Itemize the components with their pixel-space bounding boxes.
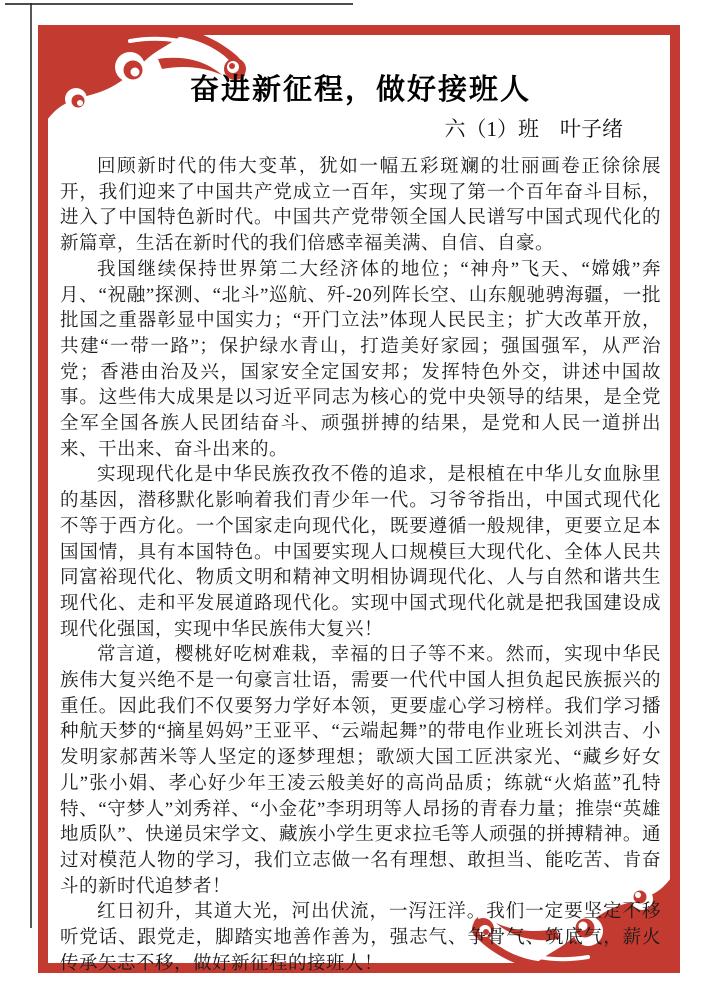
essay-paragraph-1: 回顾新时代的伟大变革，犹如一幅五彩斑斓的壮丽画卷正徐徐展开，我们迎来了中国共产党成立一百年，实现了第一个百年奋斗目标，进入了中国特色新时代。中国共产党带领全国人民谱写中国式现代化的新篇章，生活在新时代的我们倍感幸福美满、自信、自豪。 xyxy=(60,157,661,255)
essay-paragraph-3: 实现现代化是中华民族孜孜不倦的追求，是根植在中华儿女血脉里的基因，潜移默化影响着我们青少年一代。习爷爷指出，中国式现代化不等于西方化。一个国家走向现代化，既要遵循一般规律，更要立足本国国情，具有本国特色。中国要实现人口规模巨大现代化、全体人民共同富裕现代化、物质文明和精神文明相协调现代化、人与自然和谐共生现代化、走和平发展道路现代化。实现中国式现代化就是把我国建设成现代化强国，实现中华民族伟大复兴！ xyxy=(60,465,661,640)
essay-body xyxy=(60,155,661,978)
essay-paragraph-5: 红日初升，其道大光，河出伏流，一泻汪洋。我们一定要坚定不移听党话、跟党走，脚踏实地善作善为，强志气、争骨气、筑底气，薪火传承矢志不移，做好新征程的接班人！ xyxy=(60,902,661,974)
essay-title: 奋进新征程，做好接班人 xyxy=(189,74,531,106)
essay-content xyxy=(60,0,661,978)
scan-artifact-line-vertical xyxy=(30,3,32,928)
essay-paragraph-2: 我国继续保持世界第二大经济体的地位；“神舟”飞天、“嫦娥”奔月、“祝融”探测、“北斗”巡航、歼-20列阵长空、山东舰驰骋海疆，一批批国之重器彰显中国实力；“开门立法”体现人民民主；扩大改革开放，共建“一带一路”；保护绿水青山，打造美好家园；强国强军，从严治党；香港由治及兴，国家安全定国安邦；发挥特色外交，讲述中国故事。这些伟大成果是以习近平同志为核心的党中央领导的结果，是全党全军全国各族人民团结奋斗、顽强拼搏的结果，是党和人民一道拼出来、干出来、奋斗出来的。 xyxy=(60,259,661,460)
essay-byline: 六（1）班 叶子绪 xyxy=(444,117,623,141)
essay-paragraph-4: 常言道，樱桃好吃树难栽，幸福的日子等不来。然而，实现中华民族伟大复兴绝不是一句豪言壮语，需要一代代中国人担负起民族振兴的重任。因此我们不仅要努力学好本领，更要虚心学习榜样。我们学习播种航天梦的“摘星妈妈”王亚平、“云端起舞”的带电作业班长刘洪吉、小发明家郝茜米等人坚定的逐梦理想；歌颂大国工匠洪家光、“藏乡好女儿”张小娟、孝心好少年王凌云般美好的高尚品质；练就“火焰蓝”孔特特、“守梦人”刘秀祥、“小金花”李玥玥等人昂扬的青春力量；推崇“英雄地质队”、快递员宋学文、藏族小学生更求拉毛等人顽强的拼搏精神。通过对模范人物的学习，我们立志做一名有理想、敢担当、能吃苦、肯奋斗的新时代追梦者！ xyxy=(60,645,661,897)
